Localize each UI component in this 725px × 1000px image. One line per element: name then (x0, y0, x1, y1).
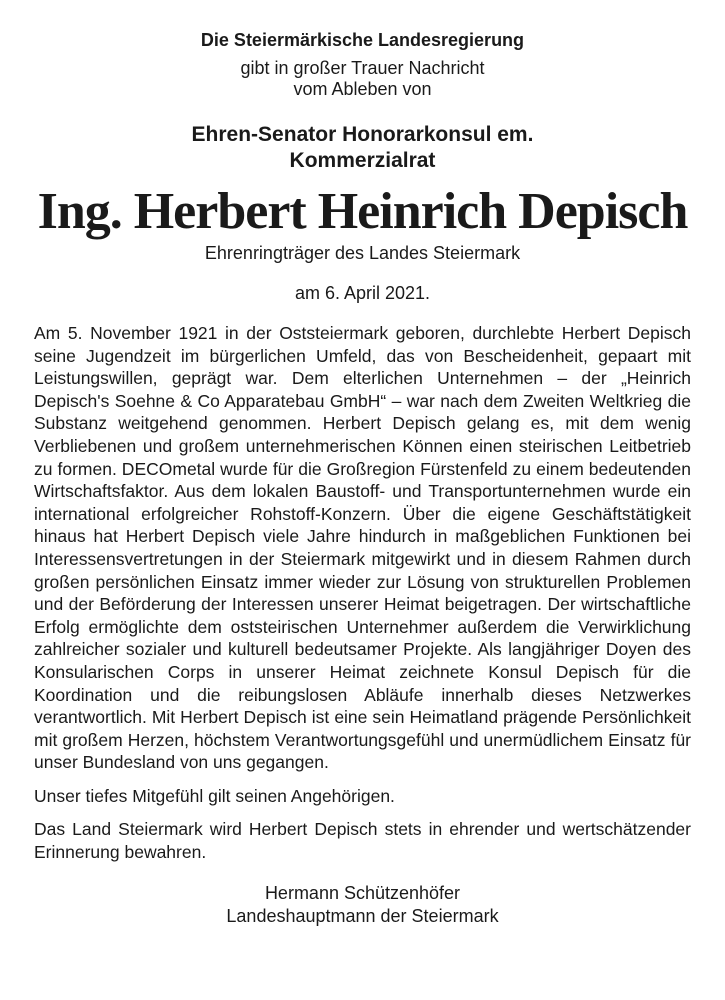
deceased-name: Ing. Herbert Heinrich Depisch (37, 183, 688, 240)
honorary-titles (34, 122, 691, 174)
condolence-paragraph: Unser tiefes Mitgefühl gilt seinen Angehörigen. (34, 785, 395, 806)
signer-name: Hermann Schützenhöfer (264, 882, 461, 903)
honor-line: Ehrenringträger des Landes Steiermark (204, 243, 521, 263)
title-line-2: Kommerzialrat (289, 149, 436, 172)
remembrance-paragraph: Das Land Steiermark wird Herbert Depisch stets in ehrender und wertschätzender Erinnerung bewahren. (34, 819, 691, 863)
intro-line-2: vom Ableben von (293, 79, 432, 99)
signature-block (34, 882, 691, 928)
title-line-1: Ehren-Senator Honorarkonsul em. (191, 123, 534, 146)
date-of-death: am 6. April 2021. (294, 283, 431, 303)
intro-line-1: gibt in großer Trauer Nachricht (240, 58, 485, 78)
issuer-heading: Die Steiermärkische Landesregierung (200, 30, 525, 50)
signer-title: Landeshauptmann der Steiermark (226, 905, 499, 926)
biography-paragraph: Am 5. November 1921 in der Oststeiermark geboren, durchlebte Herbert Depisch seine Jugendzeit im bürgerlichen Umfeld, das von Bescheidenheit, gepaart mit Leistungswillen, geprägt war. Dem elterlichen Unternehmen – der „Heinrich Depisch's Soehne & Co Apparatebau GmbH“ – war nach dem Zweiten Weltkrieg die Substanz weitgehend genommen. Herbert Depisch gelang es, mit dem wenig Verbliebenen und großem unternehmerischen Können einen steirischen Leitbetrieb zu formen. DECOmetal wurde für die Großregion Fürstenfeld zu einem bedeutenden Wirtschaftsfaktor. Aus dem lokalen Baustoff- und Transportunternehmen wurde ein international erfolgreicher Rohstoff-Konzern. Über die eigene Geschäftstätigkeit hinaus hat Herbert Depisch viele Jahre hindurch in maßgeblichen Funktionen bei Interessensvertretungen in der Steiermark mitgewirkt und in diesem Rahmen durch großen persönlichen Einsatz immer wieder zur Lösung von strukturellen Problemen und der Beförderung der Interessen unserer Heimat beigetragen. Der wirtschaftliche Erfolg ermöglichte dem oststeirischen Unternehmer außerdem die Verwirklichung zahlreicher sozialer und kulturell bedeutsamer Projekte. Als langjähriger Doyen des Konsularischen Corps in unserer Heimat zeichnete Konsul Depisch für die Koordination und die reibungslosen Abläufe innerhalb dieses Netzwerkes verantwortlich. Mit Herbert Depisch ist eine sein Heimatland prägende Persönlichkeit mit großem Herzen, höchstem Verantwortungsgefühl und unermüdlichem Einsatz für unser Bundesland von uns gegangen. (34, 323, 691, 773)
